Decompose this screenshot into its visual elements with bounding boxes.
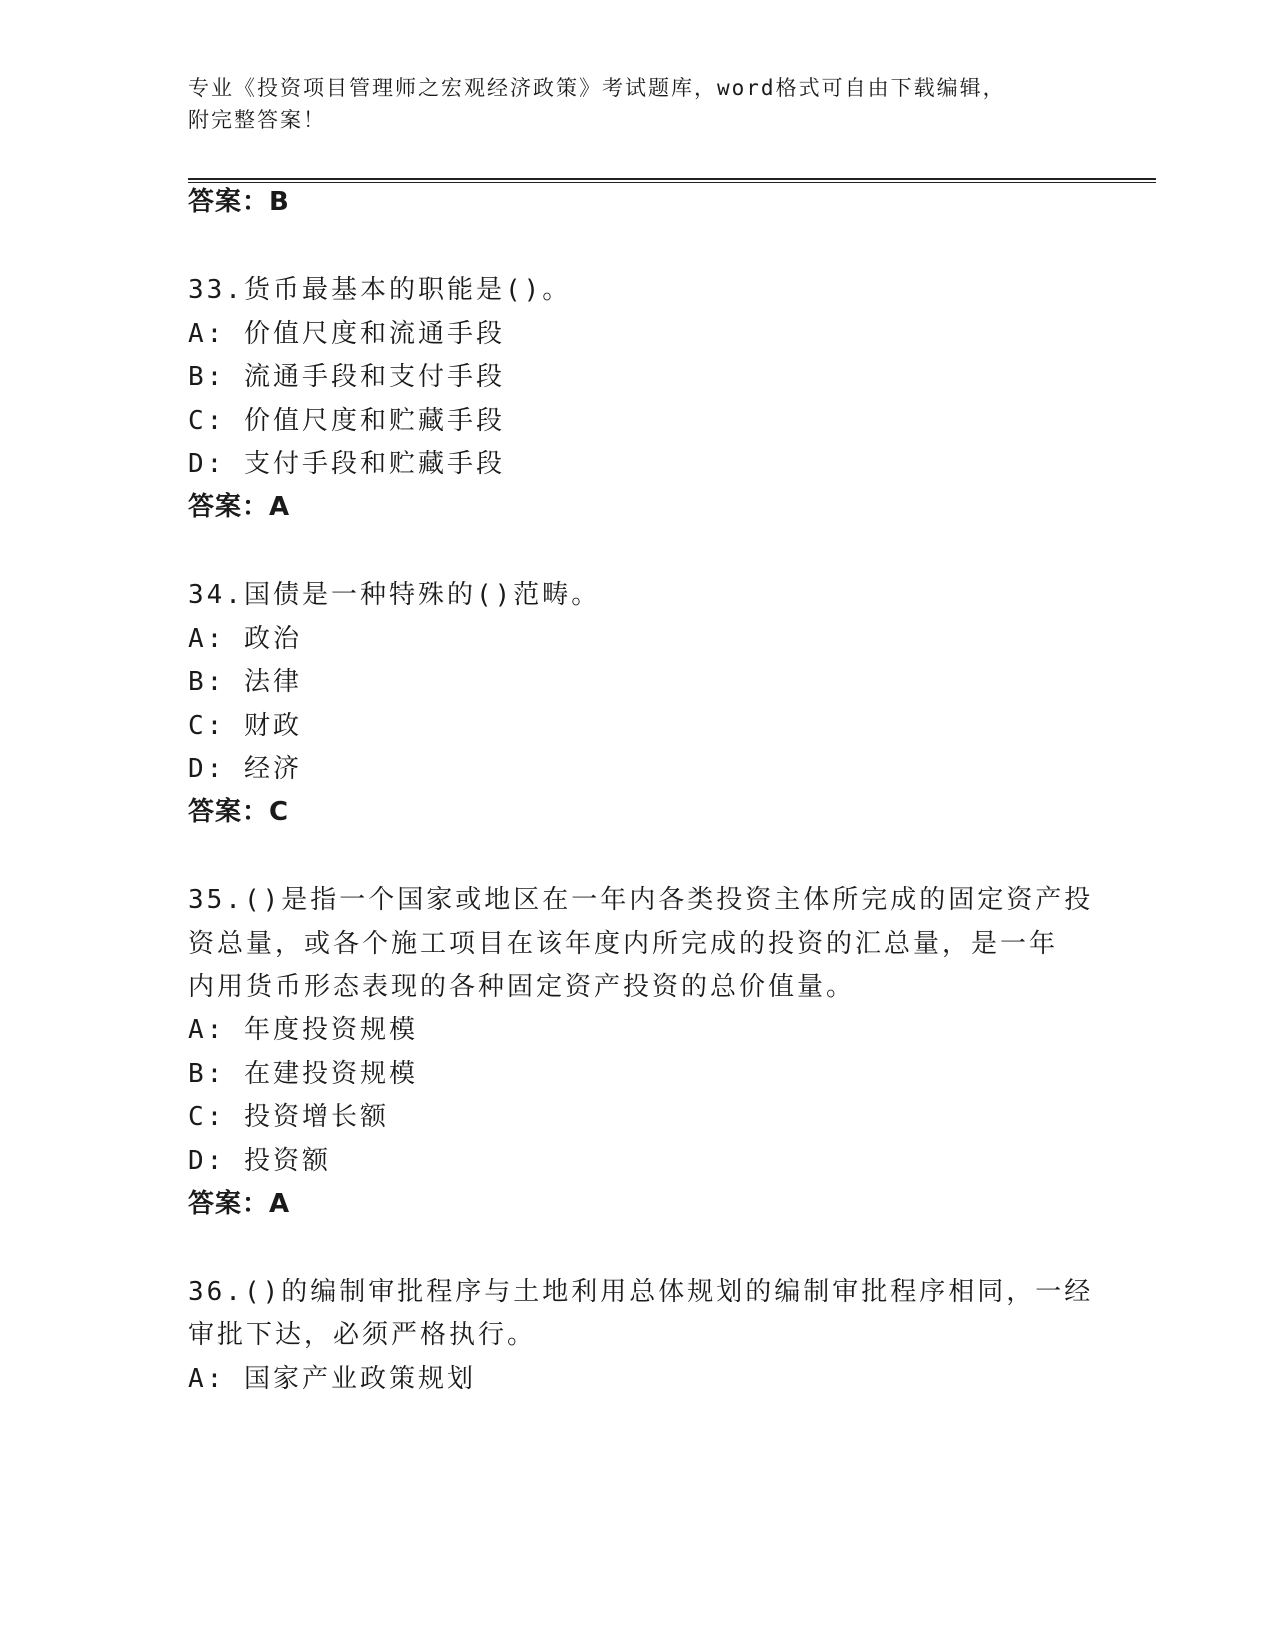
option-d: D: 投资额	[188, 1146, 331, 1176]
option-d: D: 支付手段和贮藏手段	[188, 449, 505, 479]
option-a: A: 国家产业政策规划	[188, 1364, 476, 1394]
option-a: A: 政治	[188, 624, 302, 654]
answer-32: 答案：B	[188, 187, 290, 217]
header-divider	[188, 178, 1156, 183]
option-a: A: 价值尺度和流通手段	[188, 319, 505, 349]
option-a: A: 年度投资规模	[188, 1015, 418, 1045]
option-b: B: 法律	[188, 667, 302, 697]
answer-34: 答案：C	[188, 797, 290, 827]
option-b: B: 流通手段和支付手段	[188, 362, 505, 392]
question-stem-line-1: 36.()的编制审批程序与土地利用总体规划的编制审批程序相同，一经	[188, 1277, 1094, 1307]
option-c: C: 价值尺度和贮藏手段	[188, 406, 505, 436]
option-c: C: 投资增长额	[188, 1102, 389, 1132]
question-stem-line-3: 内用货币形态表现的各种固定资产投资的总价值量。	[188, 972, 856, 1002]
question-stem: 34.国债是一种特殊的()范畴。	[188, 580, 601, 610]
answer-33: 答案：A	[188, 492, 291, 522]
question-stem: 33.货币最基本的职能是()。	[188, 275, 572, 305]
option-b: B: 在建投资规模	[188, 1059, 418, 1089]
header-text	[188, 72, 1068, 136]
option-c: C: 财政	[188, 711, 302, 741]
question-stem-line-1: 35.()是指一个国家或地区在一年内各类投资主体所完成的固定资产投	[188, 885, 1094, 915]
question-stem-line-2: 审批下达，必须严格执行。	[188, 1320, 537, 1350]
header-line-2: 附完整答案！	[188, 108, 326, 132]
answer-35: 答案：A	[188, 1189, 291, 1219]
option-d: D: 经济	[188, 754, 302, 784]
header-line-1: 专业《投资项目管理师之宏观经济政策》考试题库，word格式可自由下载编辑，	[188, 76, 1006, 100]
question-stem-line-2: 资总量，或各个施工项目在该年度内所完成的投资的汇总量，是一年	[188, 929, 1059, 959]
